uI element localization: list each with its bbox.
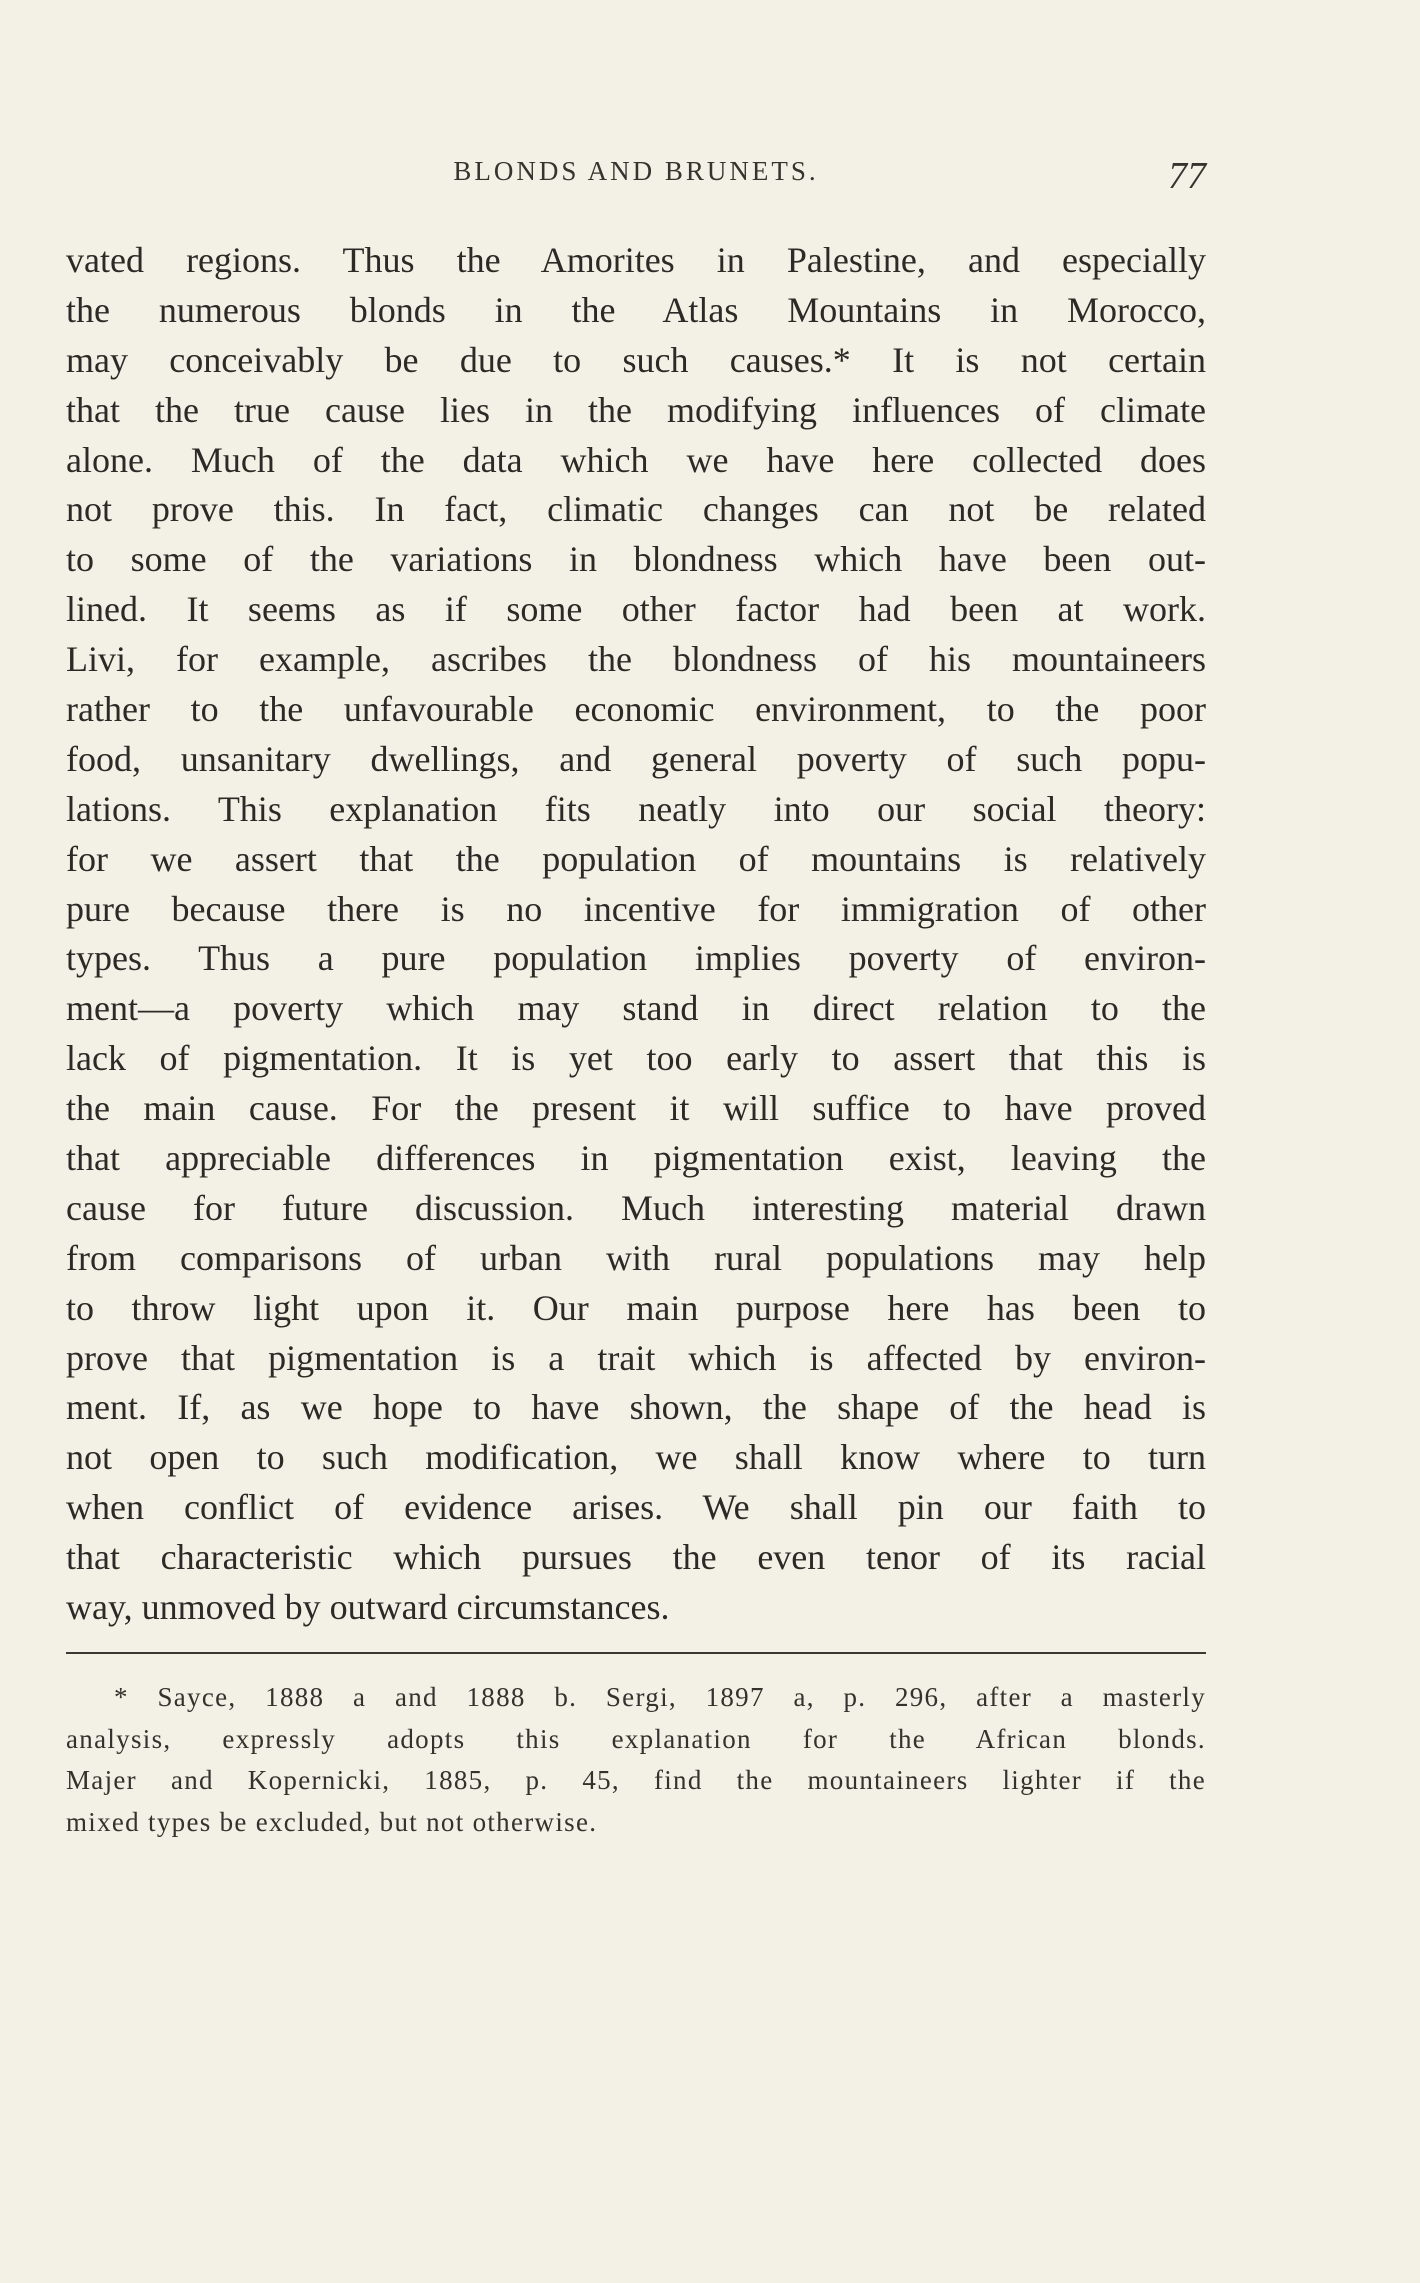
text-line: lined. It seems as if some other factor had been at work.: [66, 589, 1206, 630]
text-line: way, unmoved by outward circumstances.: [66, 1587, 670, 1628]
footnote-line: Majer and Kopernicki, 1885, p. 45, find the mountaineers lighter if the: [66, 1765, 1206, 1795]
text-line: ment. If, as we hope to have shown, the shape of the head is: [66, 1387, 1206, 1428]
text-line: not open to such modification, we shall know where to turn: [66, 1437, 1206, 1478]
text-line: lations. This explanation fits neatly into our social theory:: [66, 788, 1206, 829]
footnote-divider: [66, 1652, 1206, 1654]
text-line: cause for future discussion. Much interesting material drawn: [66, 1187, 1206, 1228]
text-line: from comparisons of urban with rural populations may help: [66, 1237, 1206, 1278]
text-line: for we assert that the population of mountains is relatively: [66, 838, 1206, 879]
text-line: not prove this. In fact, climatic changes can not be related: [66, 489, 1206, 530]
text-line: lack of pigmentation. It is yet too early to assert that this is: [66, 1038, 1206, 1079]
footnote-line: mixed types be excluded, but not otherwise.: [66, 1806, 598, 1837]
text-line: when conflict of evidence arises. We shall pin our faith to: [66, 1487, 1206, 1528]
text-line: alone. Much of the data which we have here collected does: [66, 439, 1206, 480]
page-number: 77: [1168, 155, 1206, 197]
text-line: prove that pigmentation is a trait which is affected by environ-: [66, 1337, 1206, 1378]
footnote: [66, 1677, 1206, 1843]
text-line: types. Thus a pure population implies poverty of environ-: [66, 938, 1206, 979]
body-paragraph: [66, 236, 1206, 1633]
text-line: pure because there is no incentive for immigration of other: [66, 888, 1206, 929]
text-line: food, unsanitary dwellings, and general poverty of such popu-: [66, 738, 1206, 779]
text-line: to throw light upon it. Our main purpose here has been to: [66, 1287, 1206, 1328]
footnote-line: * Sayce, 1888 a and 1888 b. Sergi, 1897 a, p. 296, after a masterly: [114, 1682, 1206, 1712]
text-line: that the true cause lies in the modifying influences of climate: [66, 389, 1206, 430]
text-line: vated regions. Thus the Amorites in Palestine, and especially: [66, 240, 1206, 280]
text-line: rather to the unfavourable economic environment, to the poor: [66, 689, 1206, 730]
text-line: Livi, for example, ascribes the blondness of his mountaineers: [66, 639, 1206, 680]
text-line: ment—a poverty which may stand in direct relation to the: [66, 988, 1206, 1029]
text-line: the main cause. For the present it will suffice to have proved: [66, 1088, 1206, 1129]
footnote-line: analysis, expressly adopts this explanation for the African blonds.: [66, 1723, 1206, 1754]
text-line: may conceivably be due to such causes.* It is not certain: [66, 339, 1206, 380]
running-head: BLONDS AND BRUNETS.: [453, 156, 819, 186]
page-header: [66, 152, 1206, 212]
text-line: to some of the variations in blondness which have been out-: [66, 539, 1206, 580]
text-line: that characteristic which pursues the even tenor of its racial: [66, 1537, 1206, 1578]
text-line: that appreciable differences in pigmentation exist, leaving the: [66, 1138, 1206, 1179]
text-line: the numerous blonds in the Atlas Mountains in Morocco,: [66, 289, 1206, 330]
